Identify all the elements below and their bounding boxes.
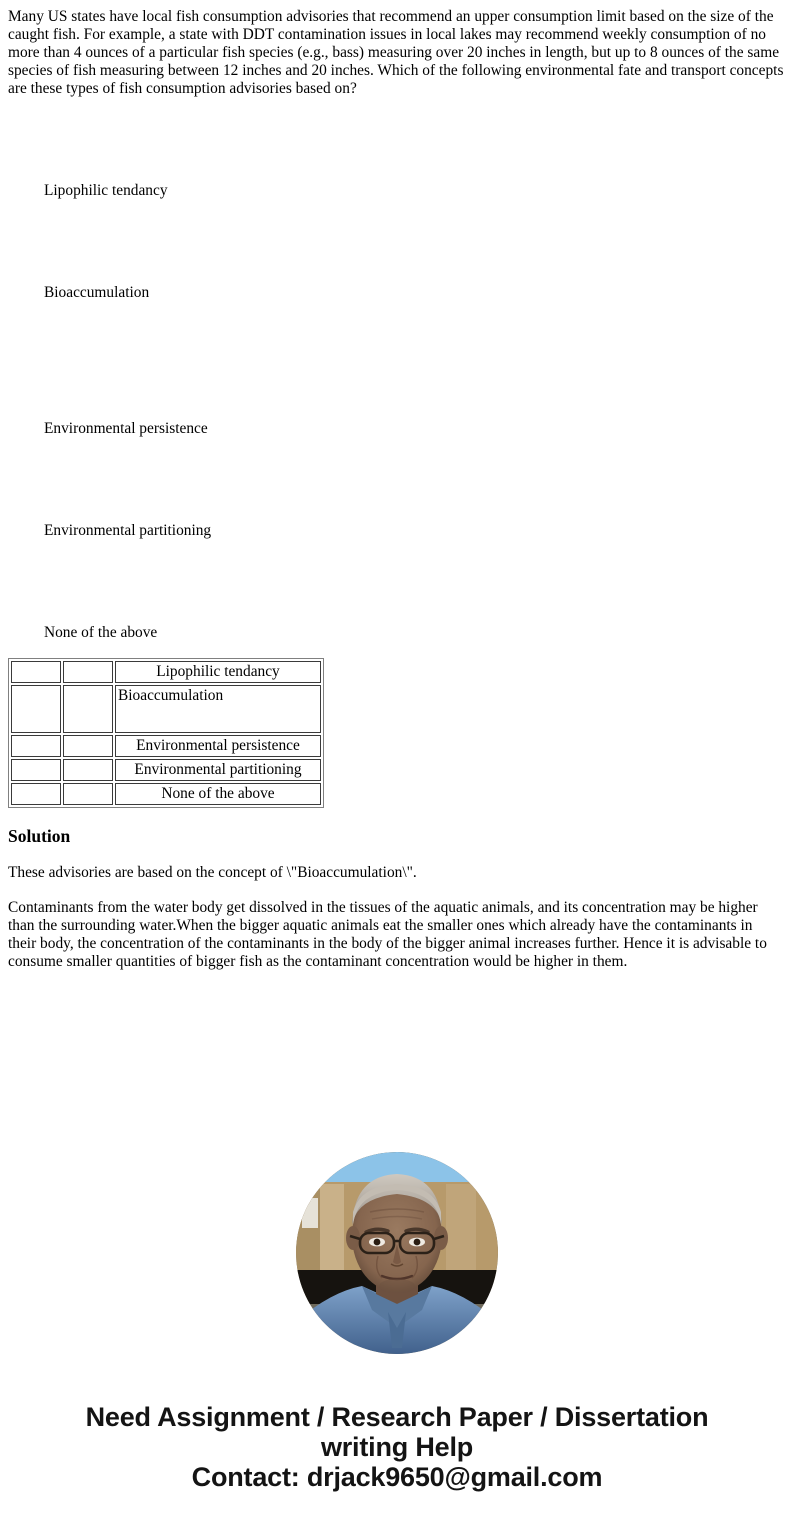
footer-promo xyxy=(0,1402,794,1492)
option-lipophilic-tendancy[interactable] xyxy=(44,182,168,200)
footer-line-2: writing Help xyxy=(320,1432,474,1462)
footer-contact-email[interactable]: Contact: drjack9650@gmail.com xyxy=(191,1462,603,1492)
option-label: Environmental persistence xyxy=(44,420,208,437)
table-row[interactable] xyxy=(11,759,321,781)
option-environmental-partitioning[interactable] xyxy=(44,522,211,540)
solution-body-text: Contaminants from the water body get dissolved in the tissues of the aquatic animals, and its concentration may be higher than the surrounding water.When the bigger aquatic animals eat the smaller ones which already have the contaminants in their body, the concentration of the contaminants in the body of the bigger animal increases further. Hence it is advisable to consume smaller quantities of bigger fish as the contaminant concentration would be higher in them. xyxy=(8,899,767,971)
table-cell-select[interactable] xyxy=(11,685,61,733)
table-cell-select[interactable] xyxy=(11,759,61,781)
table-row[interactable] xyxy=(11,783,321,805)
option-none-of-the-above[interactable] xyxy=(44,624,157,642)
option-environmental-persistence[interactable] xyxy=(44,420,208,438)
table-cell-option: Bioaccumulation xyxy=(115,685,321,733)
option-label: None of the above xyxy=(44,624,158,641)
table-row[interactable] xyxy=(11,661,321,683)
solution-heading: Solution xyxy=(8,826,71,846)
option-bioaccumulation[interactable] xyxy=(44,284,149,302)
option-label: Environmental partitioning xyxy=(44,522,212,539)
author-portrait-photo xyxy=(296,1152,498,1354)
table-cell-select[interactable] xyxy=(11,735,61,757)
table-cell-marker[interactable] xyxy=(63,783,113,805)
option-label: Bioaccumulation xyxy=(44,284,150,301)
table-cell-marker[interactable] xyxy=(63,735,113,757)
table-cell-option: Lipophilic tendancy xyxy=(115,661,321,683)
footer-line-1: Need Assignment / Research Paper / Dissertation xyxy=(85,1402,709,1432)
table-cell-marker[interactable] xyxy=(63,661,113,683)
solution-lead-text: These advisories are based on the concept of \"Bioaccumulation\". xyxy=(8,864,417,881)
table-cell-option: Environmental persistence xyxy=(115,735,321,757)
table-cell-select[interactable] xyxy=(11,783,61,805)
table-cell-option: Environmental partitioning xyxy=(115,759,321,781)
question-stem: Many US states have local fish consumption advisories that recommend an upper consumption limit based on the size of the caught fish. For example, a state with DDT contamination issues in local lakes may recommend weekly consumption of no more than 4 ounces of a particular fish species (e.g., bass) measuring over 20 inches in length, but up to 8 ounces of the same species of fish measuring between 12 inches and 20 inches. Which of the following environmental fate and transport concepts are these types of fish consumption advisories based on? xyxy=(8,8,784,98)
table-cell-option: None of the above xyxy=(115,783,321,805)
table-row[interactable] xyxy=(11,735,321,757)
table-cell-marker[interactable] xyxy=(63,759,113,781)
option-label: Lipophilic tendancy xyxy=(44,182,168,199)
table-cell-select[interactable] xyxy=(11,661,61,683)
table-row[interactable] xyxy=(11,685,321,733)
answer-options-table xyxy=(8,658,324,808)
table-cell-marker[interactable] xyxy=(63,685,113,733)
